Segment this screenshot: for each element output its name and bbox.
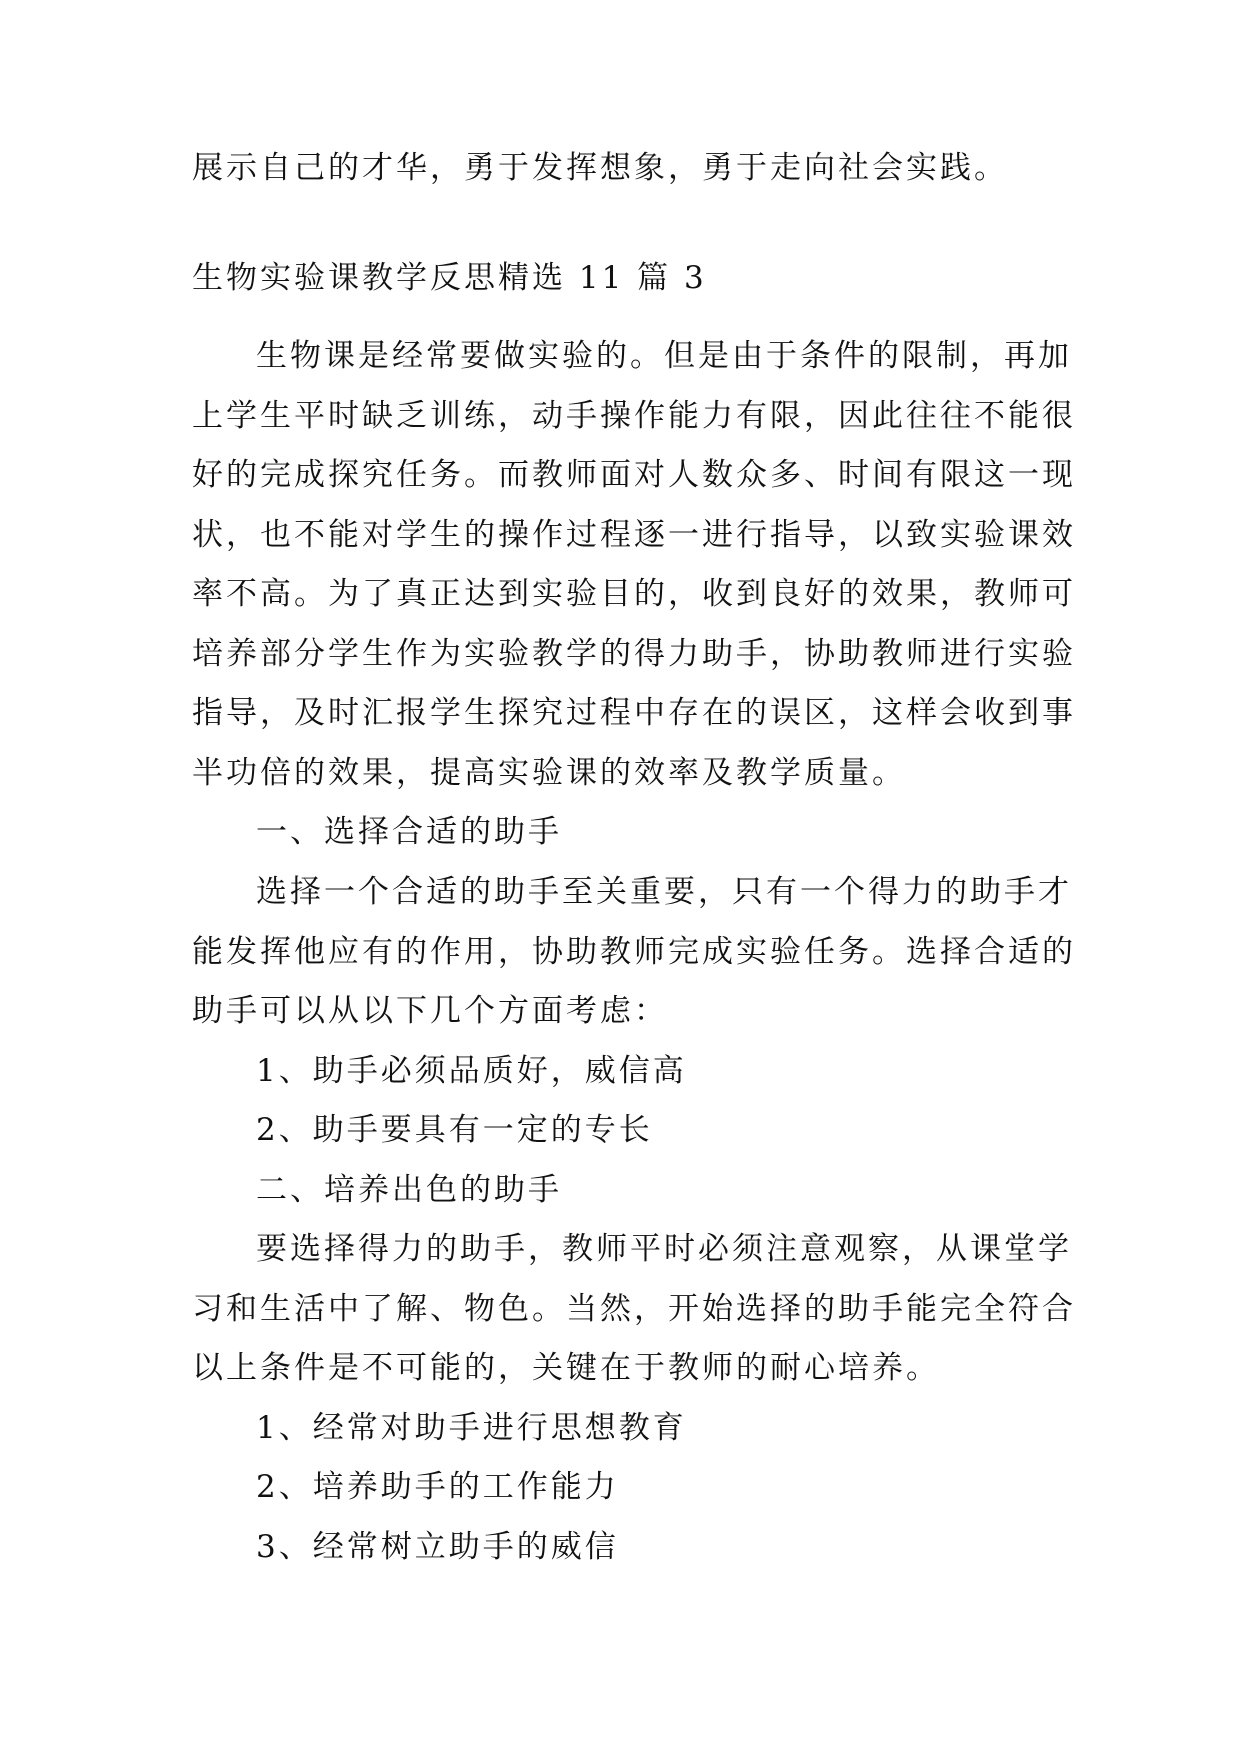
paragraph-line: 以上条件是不可能的，关键在于教师的耐心培养。 bbox=[192, 1350, 940, 1386]
heading-select-assistant: 一、选择合适的助手 bbox=[256, 814, 562, 850]
intro-tail-line: 展示自己的才华，勇于发挥想象，勇于走向社会实践。 bbox=[192, 150, 1008, 186]
section-title: 生物实验课教学反思精选 11 篇 3 bbox=[192, 260, 707, 296]
list-item: 1、经常对助手进行思想教育 bbox=[256, 1410, 687, 1446]
paragraph-line: 上学生平时缺乏训练，动手操作能力有限，因此往往不能很 bbox=[192, 398, 1076, 434]
list-item: 2、助手要具有一定的专长 bbox=[256, 1112, 653, 1148]
paragraph-line: 习和生活中了解、物色。当然，开始选择的助手能完全符合 bbox=[192, 1291, 1076, 1327]
paragraph-line: 状，也不能对学生的操作过程逐一进行指导，以致实验课效 bbox=[192, 517, 1076, 553]
paragraph-line: 助手可以从以下几个方面考虑： bbox=[192, 993, 668, 1029]
paragraph-line: 能发挥他应有的作用，协助教师完成实验任务。选择合适的 bbox=[192, 934, 1076, 970]
list-item: 2、培养助手的工作能力 bbox=[256, 1469, 619, 1505]
paragraph-line: 选择一个合适的助手至关重要，只有一个得力的助手才 bbox=[256, 874, 1072, 910]
list-item: 3、经常树立助手的威信 bbox=[256, 1529, 619, 1565]
paragraph-line: 好的完成探究任务。而教师面对人数众多、时间有限这一现 bbox=[192, 457, 1076, 493]
paragraph-line: 要选择得力的助手，教师平时必须注意观察，从课堂学 bbox=[256, 1231, 1072, 1267]
paragraph-line: 培养部分学生作为实验教学的得力助手，协助教师进行实验 bbox=[192, 636, 1076, 672]
paragraph-line: 半功倍的效果，提高实验课的效率及教学质量。 bbox=[192, 755, 906, 791]
heading-train-assistant: 二、培养出色的助手 bbox=[256, 1172, 562, 1208]
paragraph-line: 率不高。为了真正达到实验目的，收到良好的效果，教师可 bbox=[192, 576, 1076, 612]
list-item: 1、助手必须品质好，威信高 bbox=[256, 1053, 687, 1089]
paragraph-line: 生物课是经常要做实验的。但是由于条件的限制，再加 bbox=[256, 338, 1072, 374]
paragraph-line: 指导，及时汇报学生探究过程中存在的误区，这样会收到事 bbox=[192, 695, 1076, 731]
